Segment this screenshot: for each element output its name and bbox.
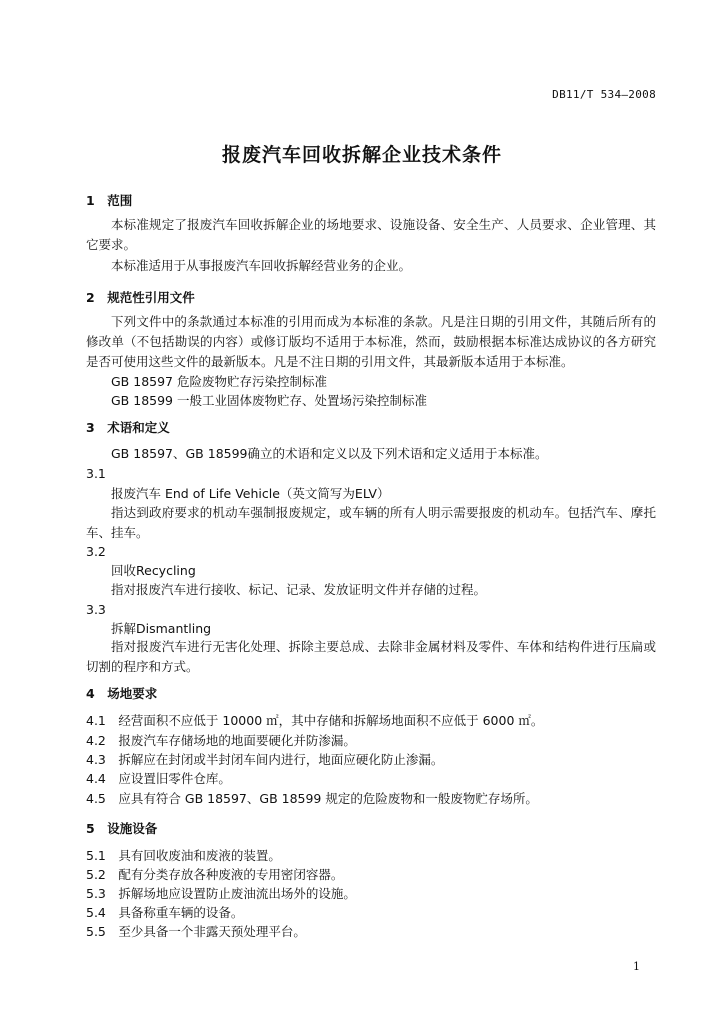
- document-title: 报废汽车回收拆解企业技术条件: [221, 144, 502, 166]
- clause-number: 5.5: [86, 924, 106, 939]
- clause-text: 应设置旧零件仓库。: [118, 771, 231, 786]
- clause-number: 4.1: [86, 713, 106, 728]
- clause-4-5: [86, 789, 538, 809]
- clause-text: 拆解场地应设置防止废油流出场外的设施。: [118, 886, 356, 901]
- section-3-heading: 3 术语和定义: [86, 420, 170, 435]
- clause-number: 4.5: [86, 791, 106, 806]
- section-1-p1-text: 本标准规定了报废汽车回收拆解企业的场地要求、设施设备、安全生产、人员要求、企业管理、其它要求。: [86, 217, 656, 252]
- clause-4-2: [86, 731, 356, 751]
- clause-text: 经营面积不应低于 10000 ㎡，其中存储和拆解场地面积不应低于 6000 ㎡。: [118, 713, 544, 728]
- clause-text: 具有回收废油和废液的装置。: [118, 848, 281, 863]
- clause-text: 应具有符合 GB 18597、GB 18599 规定的危险废物和一般废物贮存场所。: [118, 791, 538, 806]
- clause-5-5: [86, 922, 306, 942]
- reference-gb18597: GB 18597 危险废物贮存污染控制标准: [111, 374, 327, 389]
- clause-text: 拆解应在封闭或半封闭车间内进行，地面应硬化防止渗漏。: [118, 752, 444, 767]
- section-2-heading: 2 规范性引用文件: [86, 290, 195, 305]
- term-3-3-definition-text: 指对报废汽车进行无害化处理、拆除主要总成、去除非金属材料及零件、车体和结构件进行压扁或切割的程序和方式。: [86, 639, 656, 674]
- clause-4-1: [86, 711, 543, 731]
- clause-number: 4.3: [86, 752, 106, 767]
- reference-gb18599: GB 18599 一般工业固体废物贮存、处置场污染控制标准: [111, 393, 427, 408]
- clause-4-4: [86, 769, 231, 789]
- term-3-2-definition: 指对报废汽车进行接收、标记、记录、发放证明文件并存储的过程。: [111, 582, 487, 597]
- section-2-p1-text: 下列文件中的条款通过本标准的引用而成为本标准的条款。凡是注日期的引用文件，其随后所有的修改单（不包括勘误的内容）或修订版均不适用于本标准，然而，鼓励根据本标准达成协议的各方研究是否可使用这些文件的最新版本。凡是不注日期的引用文件，其最新版本适用于本标准。: [86, 314, 656, 369]
- term-3-3-name: 拆解Dismantling: [111, 621, 212, 636]
- section-4-heading: 4 场地要求: [86, 686, 158, 701]
- section-3-intro: GB 18597、GB 18599确立的术语和定义以及下列术语和定义适用于本标准。: [111, 446, 548, 461]
- section-5-heading: 5 设施设备: [86, 821, 158, 836]
- clause-number: 5.1: [86, 848, 106, 863]
- term-3-1-definition-text: 指达到政府要求的机动车强制报废规定，或车辆的所有人明示需要报废的机动车。包括汽车、摩托车、挂车。: [86, 505, 656, 540]
- clause-number: 4.4: [86, 771, 106, 786]
- term-3-2-name: 回收Recycling: [111, 563, 196, 578]
- term-3-3-number: 3.3: [86, 602, 106, 617]
- clause-4-3: [86, 750, 443, 770]
- clause-5-1: [86, 846, 281, 866]
- section-1-heading: 1 范围: [86, 193, 133, 208]
- standard-number: DB11/T 534—2008: [552, 88, 656, 101]
- clause-number: 4.2: [86, 733, 106, 748]
- term-3-3-definition: [86, 637, 656, 677]
- term-3-2-number: 3.2: [86, 544, 106, 559]
- term-3-1-definition: [86, 503, 656, 543]
- section-2-paragraph-1: [86, 312, 656, 372]
- clause-text: 报废汽车存储场地的地面要硬化并防渗漏。: [118, 733, 356, 748]
- clause-5-4: [86, 903, 243, 923]
- clause-text: 配有分类存放各种废液的专用密闭容器。: [118, 867, 344, 882]
- term-3-1-name: 报废汽车 End of Life Vehicle（英文简写为ELV）: [111, 486, 390, 501]
- clause-text: 至少具备一个非露天预处理平台。: [118, 924, 306, 939]
- clause-5-3: [86, 884, 356, 904]
- clause-number: 5.3: [86, 886, 106, 901]
- clause-number: 5.2: [86, 867, 106, 882]
- section-1-paragraph-1: [86, 215, 656, 255]
- page-number: 1: [633, 960, 640, 973]
- section-1-paragraph-2: 本标准适用于从事报废汽车回收拆解经营业务的企业。: [111, 258, 412, 273]
- clause-5-2: [86, 865, 343, 885]
- clause-number: 5.4: [86, 905, 106, 920]
- clause-text: 具备称重车辆的设备。: [118, 905, 244, 920]
- term-3-1-number: 3.1: [86, 466, 106, 481]
